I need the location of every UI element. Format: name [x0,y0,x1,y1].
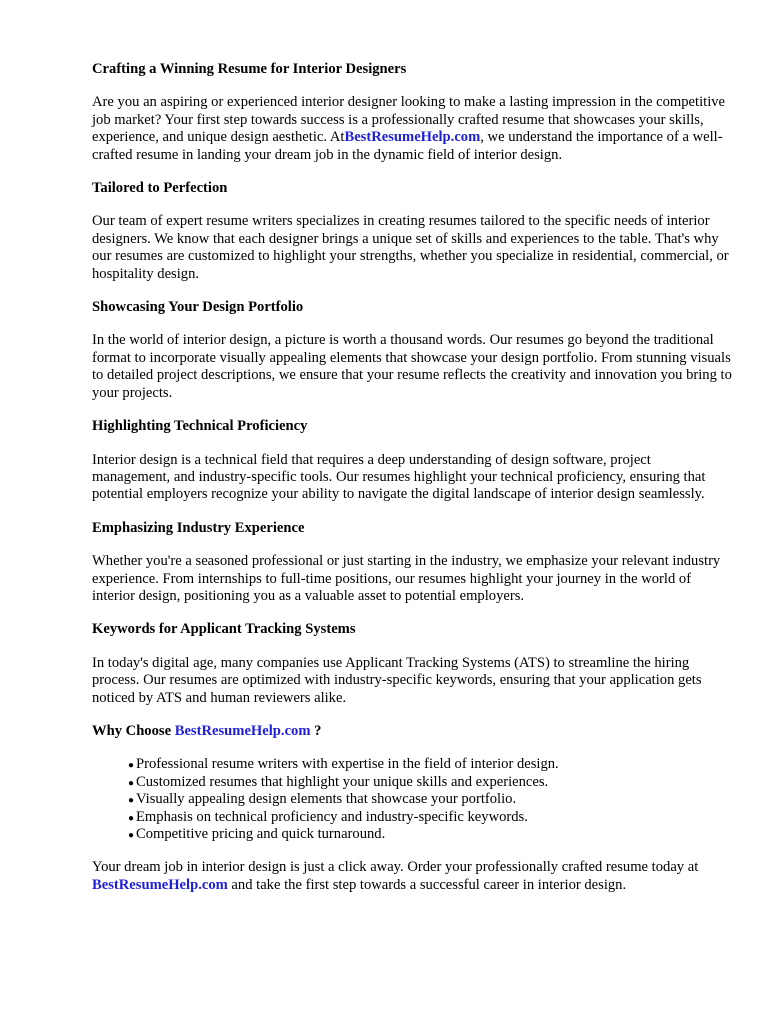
section-heading-portfolio: Showcasing Your Design Portfolio [92,299,304,316]
bullet-icon: ● [128,760,135,772]
section-heading-technical: Highlighting Technical Proficiency [92,418,308,435]
section-body-ats: In today's digital age, many companies use Applicant Tracking Systems (ATS) to streamline the hiring process. Our resumes are optimized with industry-specific keywords, ensuring that your application gets noticed by ATS and human reviewers alike. [92,654,702,706]
section-body-technical: Interior design is a technical field that requires a deep understanding of design software, project management, and industry-specific tools. Our resumes highlight your technical proficiency, ensuring that potential employers recognize your ability to navigate the digital landscape of interior design seamlessly. [92,451,706,503]
list-item-text: Emphasis on technical proficiency and industry-specific keywords. [136,808,528,825]
bullet-icon: ● [128,830,135,841]
section-body-portfolio: In the world of interior design, a picture is worth a thousand words. Our resumes go beyond the traditional format to incorporate visually appealing elements that showcase your design portfolio. From stunning visuals to detailed project descriptions, we ensure that your resume reflects the creativity and innovation you bring to your projects. [92,332,732,401]
closing-site-link[interactable]: BestResumeHelp.com [92,876,228,893]
closing-paragraph [92,859,732,894]
list-item-text: Professional resume writers with expertise in the field of interior design. [136,756,559,773]
why-choose-site-link[interactable]: BestResumeHelp.com [174,722,311,739]
list-item [128,756,732,773]
list-item-text: Competitive pricing and quick turnaround. [136,826,386,842]
closing-text-after-link: and take the first step towards a successful career in interior design. [227,876,627,893]
list-item [128,791,732,808]
list-item [128,809,732,826]
section-heading-experience: Emphasizing Industry Experience [92,519,305,536]
document-body [92,61,732,894]
list-item-text: Customized resumes that highlight your unique skills and experiences. [136,773,549,790]
section-body-experience: Whether you're a seasoned professional or just starting in the industry, we emphasize your relevant industry experience. From internships to full-time positions, our resumes highlight your journey in the world of interior design, positioning you as a valuable asset to potential employers. [92,553,721,604]
section-body-tailored: Our team of expert resume writers specializes in creating resumes tailored to the specific needs of interior designers. We know that each designer brings a unique set of skills and experiences to the table. That's why our resumes are customized to highlight your strengths, whether you specialize in residential, commercial, or hospitality design. [92,213,729,282]
bullet-icon: ● [128,812,135,824]
section-heading-ats: Keywords for Applicant Tracking Systems [92,621,356,638]
section-heading-tailored: Tailored to Perfection [92,180,228,197]
why-choose-heading [92,723,732,740]
intro-text-after-link: , we understand the importance of a well-crafted resume in landing your dream job in the dynamic field of interior design. [92,129,723,163]
page-title: Crafting a Winning Resume for Interior Designers [92,61,407,77]
list-item [128,826,732,843]
why-choose-suffix: ? [310,722,322,739]
closing-text-before-link: Your dream job in interior design is just a click away. Order your professionally crafted resume today at [92,859,699,876]
list-item-text: Visually appealing design elements that showcase your portfolio. [136,791,517,808]
benefits-list [92,756,732,843]
intro-text-before-link: Are you an aspiring or experienced interior designer looking to make a lasting impression in the competitive job market? Your first step towards success is a professionally crafted resume that showcases your skills, experience, and unique design aesthetic. At [92,94,726,146]
bullet-icon: ● [128,795,135,807]
bullet-icon: ● [128,777,135,789]
list-item [128,774,732,791]
intro-paragraph [92,94,732,164]
why-choose-prefix: Why Choose [92,722,175,739]
intro-site-link[interactable]: BestResumeHelp.com [344,129,481,146]
